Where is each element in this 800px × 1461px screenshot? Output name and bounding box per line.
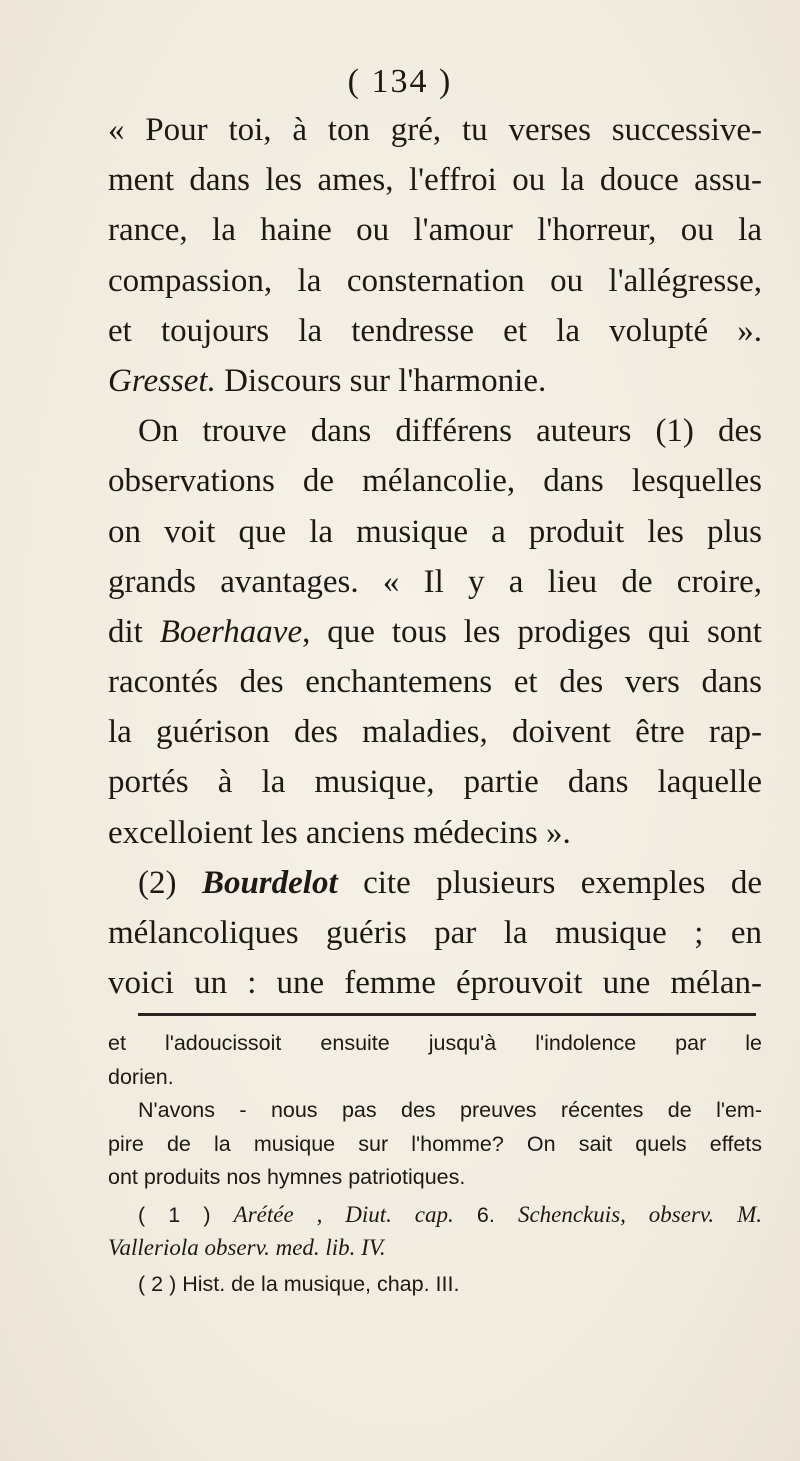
text-line: Gresset. Discours sur l'harmonie. [108, 362, 547, 399]
text-line: « Pour toi, à ton gré, tu verses successive- [108, 112, 762, 148]
text-line: ment dans les ames, l'effroi ou la douce assu- [108, 162, 762, 199]
citation: Arétée , Diut. cap. [233, 1201, 454, 1227]
text-line: la guérison des maladies, doivent être rap- [108, 714, 762, 751]
note-line: N'avons - nous pas des preuves récentes de l'em- [138, 1098, 762, 1122]
author-name: Bourdelot [201, 864, 338, 901]
text-line: et toujours la tendresse et la volupté ». [108, 312, 762, 349]
note-line [108, 1231, 762, 1265]
text-line: excelloient les anciens médecins ». [108, 814, 571, 851]
citation: Schenckuis, observ. M. [517, 1201, 762, 1227]
footnote-rule [138, 1013, 756, 1016]
footnotes [108, 1027, 762, 1301]
text-line: mélancoliques guéris par la musique ; en [108, 915, 762, 951]
paragraph-start: (2) Bourdelot cite plusieurs exemples de [138, 864, 762, 901]
text-line: dit Boerhaave, que tous les prodiges qui sont [108, 613, 762, 650]
citation: Valleriola observ. med. lib. IV. [108, 1235, 386, 1260]
text-line: on voit que la musique a produit les plus [108, 513, 762, 550]
footnote-2: ( 2 ) Hist. de la musique, chap. III. [138, 1271, 460, 1296]
paragraph-start: On trouve dans différens auteurs (1) des [138, 413, 762, 450]
text-line: portés à la musique, partie dans laquelle [108, 764, 762, 801]
footnote-1: ( 1 ) Arétée , Diut. cap. 6. Schenckuis, observ. M. [138, 1201, 762, 1227]
author-name: Boerhaave [159, 613, 303, 650]
note-line: pire de la musique sur l'homme? On sait quels effets [108, 1131, 762, 1156]
note-line: dorien. [108, 1064, 174, 1089]
text-line: compassion, la consternation ou l'allégresse, [108, 262, 762, 299]
text-line: observations de mélancolie, dans lesquelles [108, 463, 762, 500]
text-line: voici un : une femme éprouvoit une mélan- [108, 965, 762, 1002]
text-line: racontés des enchantemens et des vers dans [108, 664, 762, 701]
text-line: rance, la haine ou l'amour l'horreur, ou la [108, 212, 762, 249]
text-line: grands avantages. « Il y a lieu de croire, [108, 563, 762, 600]
page-number: ( 134 ) [347, 63, 453, 100]
note-line: ont produits nos hymnes patriotiques. [108, 1165, 466, 1189]
author-name: Gresset. [108, 362, 216, 399]
note-line: et l'adoucissoit ensuite jusqu'à l'indolence par le [108, 1031, 762, 1055]
main-text [108, 105, 762, 1008]
